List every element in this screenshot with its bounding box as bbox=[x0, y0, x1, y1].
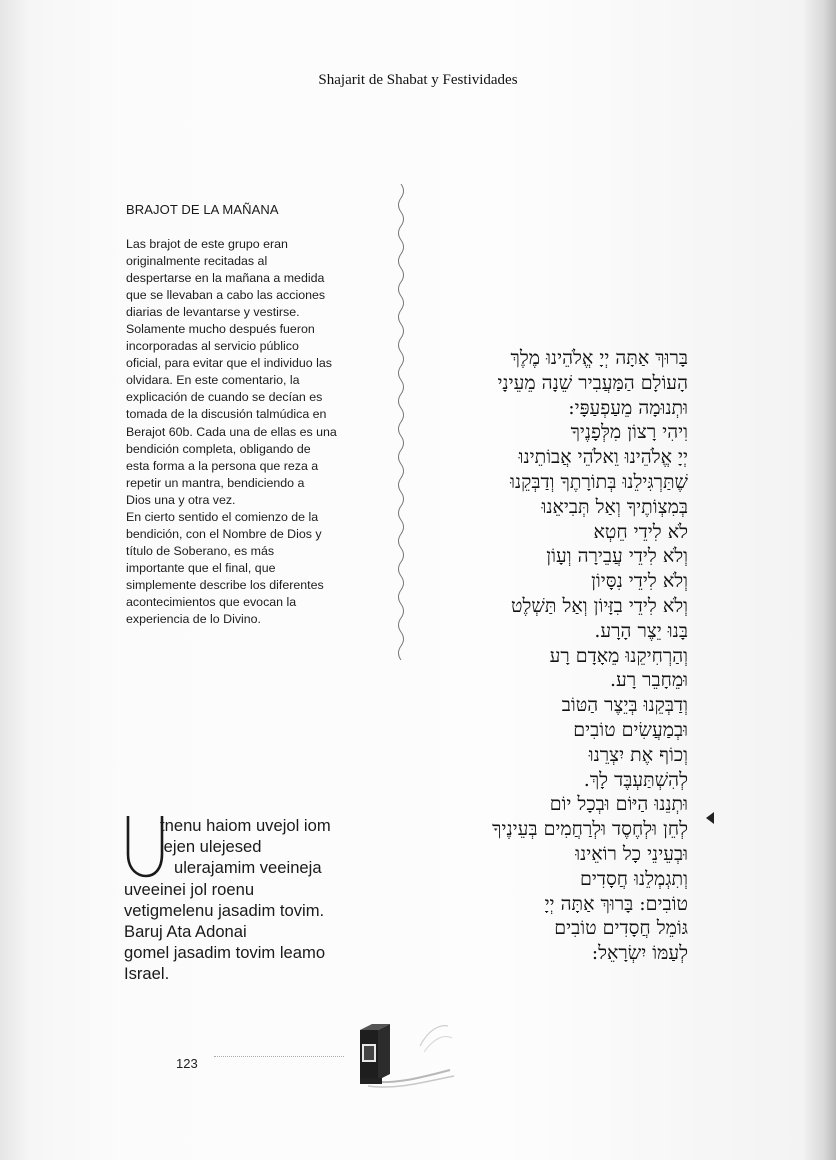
commentary-title: BRAJOT DE LA MAÑANA bbox=[126, 202, 279, 217]
commentary-line: originalmente recitadas al bbox=[126, 254, 268, 269]
hebrew-line: הָעוֹלָם הַמַּעֲבִיר שֵׁנָה מֵעֵינָי bbox=[497, 371, 688, 394]
hebrew-line: וְתִגְמְלֵנוּ חֲסָדִים bbox=[580, 867, 688, 890]
hebrew-line: לְהִשְׁתַּעְבֶּד לָךְ. bbox=[583, 768, 688, 791]
hebrew-line: וּמֵחָבֵר רָע. bbox=[609, 669, 688, 692]
commentary-line: acontecimientos que evocan la bbox=[126, 594, 297, 609]
commentary-line: simplemente describe los diferentes bbox=[126, 577, 324, 592]
transliteration-line: gomel jasadim tovim leamo bbox=[124, 943, 326, 963]
commentary-line: tomada de la discusión talmúdica en bbox=[126, 407, 327, 422]
commentary-line: En cierto sentido el comienzo de la bbox=[126, 509, 319, 524]
wavy-divider bbox=[392, 184, 410, 660]
commentary-line: experiencia de lo Divino. bbox=[126, 612, 261, 627]
commentary-line: bendición, con el Nombre de Dios y bbox=[126, 526, 322, 541]
commentary-line: Solamente mucho después fueron bbox=[126, 322, 315, 337]
hebrew-line: וּבְמַעֲשִׂים טוֹבִים bbox=[573, 718, 688, 741]
hebrew-line: בְּמִצְוֹתֶיךָ וְאַל תְּבִיאֵנוּ bbox=[541, 495, 688, 518]
commentary-line: Las brajot de este grupo eran bbox=[126, 237, 288, 251]
footer-rule bbox=[214, 1056, 344, 1057]
commentary-line: incorporadas al servicio público bbox=[126, 339, 299, 354]
tefillin-box-icon bbox=[350, 1016, 460, 1092]
hebrew-line: וּתְנוּמָה מֵעַפְעַפָּי: bbox=[568, 396, 688, 419]
hebrew-line: לְחֵן וּלְחֶסֶד וּלְרַחֲמִים בְּעֵינֶיךָ bbox=[492, 818, 688, 841]
commentary-line: esta forma a la persona que reza a bbox=[126, 458, 319, 473]
hebrew-line: וְהַרְחִיקֵנוּ מֵאָדָם רָע bbox=[549, 644, 688, 667]
transliteration-line: vetigmelenu jasadim tovim. bbox=[124, 900, 325, 920]
commentary-line: explicación de cuando se decían es bbox=[126, 390, 323, 405]
commentary-line: oficial, para evitar que el individuo las bbox=[126, 356, 332, 371]
commentary-paragraph-1 bbox=[126, 236, 366, 509]
commentary-line: repetir un mantra, bendiciendo a bbox=[126, 475, 305, 490]
hebrew-line: וְכוֹף אֶת יִצְרֵנוּ bbox=[588, 743, 688, 766]
page-edge-shadow bbox=[806, 0, 836, 1160]
transliteration-line: tnenu haiom uvejol iom bbox=[160, 816, 331, 835]
commentary-line: importante que el final, que bbox=[126, 560, 276, 575]
left-triangle-marker-icon bbox=[706, 812, 714, 824]
transliteration-line: lejen ulejesed bbox=[160, 837, 262, 857]
running-header: Shajarit de Shabat y Festividades bbox=[318, 72, 518, 88]
hebrew-line: בָּרוּךְ אַתָּה יְיָ אֱלֹהֵינוּ מֶלֶךְ bbox=[510, 347, 688, 369]
hebrew-prayer-text bbox=[440, 346, 688, 966]
commentary-line: despertarse en la mañana a medida bbox=[126, 271, 325, 286]
hebrew-line: טוֹבִים: בָּרוּךְ אַתָּה יְיָ bbox=[544, 892, 688, 915]
hebrew-line: בָּנוּ יֵצֶר הָרָע. bbox=[594, 619, 688, 642]
hebrew-line: וּתְנֵנוּ הַיּוֹם וּבְכָל יוֹם bbox=[549, 793, 688, 816]
transliteration-line: ulerajamim veeineja bbox=[174, 858, 322, 878]
commentary-paragraph-2 bbox=[126, 509, 366, 628]
commentary-text bbox=[126, 236, 366, 628]
commentary-line: título de Soberano, es más bbox=[126, 543, 275, 558]
hebrew-line: יְיָ אֱלֹהֵינוּ וֵאלֹהֵי אֲבוֹתֵינוּ bbox=[518, 446, 688, 469]
page-number: 123 bbox=[176, 1056, 198, 1071]
hebrew-line: שֶׁתַּרְגִּילֵנוּ בְּתוֹרָתֶךָ וְדַבְּקֵנוּ bbox=[510, 470, 688, 493]
hebrew-line: וְלֹא לִידֵי עֲבֵירָה וְעָוֹן bbox=[546, 545, 688, 568]
hebrew-line: גּוֹמֵל חֲסָדִים טוֹבִים bbox=[554, 917, 688, 940]
hebrew-line: וּבְעֵינֵי כָל רוֹאֵינוּ bbox=[575, 842, 688, 865]
transliteration-line: Israel. bbox=[124, 964, 170, 984]
commentary-line: Berajot 60b. Cada una de ellas es una bbox=[126, 424, 337, 439]
hebrew-line: לְעַמּוֹ יִשְׂרָאֵל: bbox=[591, 942, 688, 965]
commentary-line: Dios una y otra vez. bbox=[126, 492, 236, 507]
hebrew-line: וְדַבְּקֵנוּ בְּיֵצֶר הַטּוֹב bbox=[561, 694, 688, 717]
commentary-line: diarias de levantarse y vestirse. bbox=[126, 305, 300, 320]
hebrew-line: וְלֹא לִידֵי בִזָּיוֹן וְאַל תַּשְׁלֶט bbox=[511, 594, 688, 617]
commentary-line: bendición completa, obligando de bbox=[126, 441, 311, 456]
hebrew-line: וְלֹא לִידֵי נִסָּיוֹן bbox=[591, 570, 688, 593]
transliteration-line: Baruj Ata Adonai bbox=[124, 922, 247, 941]
hebrew-line: לֹא לִידֵי חֵטְא bbox=[593, 520, 688, 543]
commentary-line: olvidara. En este comentario, la bbox=[126, 373, 300, 388]
commentary-line: que se llevaban a cabo las acciones bbox=[126, 288, 326, 303]
dropcap-letter: U bbox=[124, 814, 125, 815]
hebrew-line: וִיהִי רָצוֹן מִלְּפָנֶיךָ bbox=[570, 421, 688, 444]
transliteration-line: uveeinei jol roenu bbox=[124, 879, 255, 899]
